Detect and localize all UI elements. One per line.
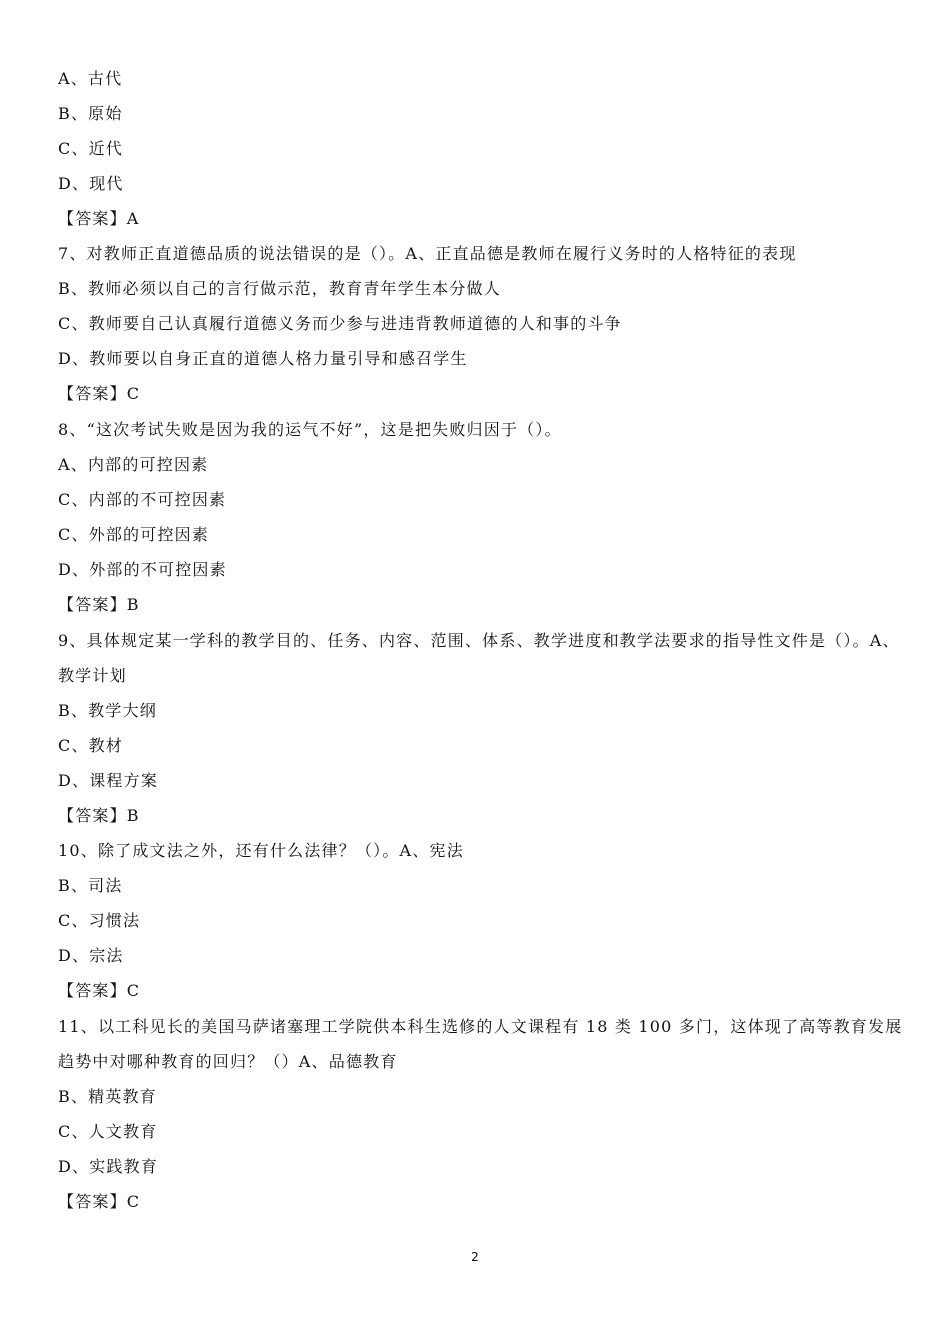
question-7: 7、对教师正直道德品质的说法错误的是（）。A、正直品德是教师在履行义务时的人格特征的表现 xyxy=(58,244,797,263)
question-8: 8、“这次考试失败是因为我的运气不好”，这是把失败归因于（）。 xyxy=(58,420,562,439)
option-line: B、原始 xyxy=(58,104,123,123)
option-line: C、外部的可控因素 xyxy=(58,525,210,544)
question-11: 11、以工科见长的美国马萨诸塞理工学院供本科生选修的人文课程有 18 类 100 多门，这体现了高等教育发展 xyxy=(58,1017,903,1036)
option-line: C、近代 xyxy=(58,139,124,158)
question-10: 10、除了成文法之外，还有什么法律？（）。A、宪法 xyxy=(58,841,464,860)
option-line: B、教学大纲 xyxy=(58,701,157,720)
answer-line: 【答案】B xyxy=(58,595,140,614)
option-line: C、人文教育 xyxy=(58,1122,158,1141)
option-line: C、教材 xyxy=(58,736,124,755)
option-line: B、司法 xyxy=(58,876,123,895)
option-line: D、课程方案 xyxy=(58,771,159,790)
option-line: A、古代 xyxy=(58,69,123,88)
option-line: D、实践教育 xyxy=(58,1157,159,1176)
option-line: D、外部的不可控因素 xyxy=(58,560,227,579)
option-line: D、宗法 xyxy=(58,946,124,965)
option-line: C、教师要自己认真履行道德义务而少参与进违背教师道德的人和事的斗争 xyxy=(58,314,622,333)
answer-line: 【答案】C xyxy=(58,981,141,1000)
option-line: D、教师要以自身正直的道德人格力量引导和感召学生 xyxy=(58,349,468,368)
option-line: A、内部的可控因素 xyxy=(58,455,209,474)
option-line: C、习惯法 xyxy=(58,911,141,930)
answer-line: 【答案】A xyxy=(58,209,140,228)
option-line: B、教师必须以自己的言行做示范，教育青年学生本分做人 xyxy=(58,279,501,298)
option-line: D、现代 xyxy=(58,174,124,193)
option-line: B、精英教育 xyxy=(58,1087,157,1106)
answer-line: 【答案】C xyxy=(58,1192,141,1211)
answer-line: 【答案】C xyxy=(58,384,141,403)
question-11-continuation: 趋势中对哪种教育的回归？（）A、品德教育 xyxy=(58,1052,398,1071)
question-9: 9、具体规定某一学科的教学目的、任务、内容、范围、体系、教学进度和教学法要求的指导性文件是（）。A、 xyxy=(58,631,900,650)
answer-line: 【答案】B xyxy=(58,806,140,825)
page-number: 2 xyxy=(471,1250,479,1264)
question-9-continuation: 教学计划 xyxy=(58,666,127,685)
option-line: C、内部的不可控因素 xyxy=(58,490,227,509)
